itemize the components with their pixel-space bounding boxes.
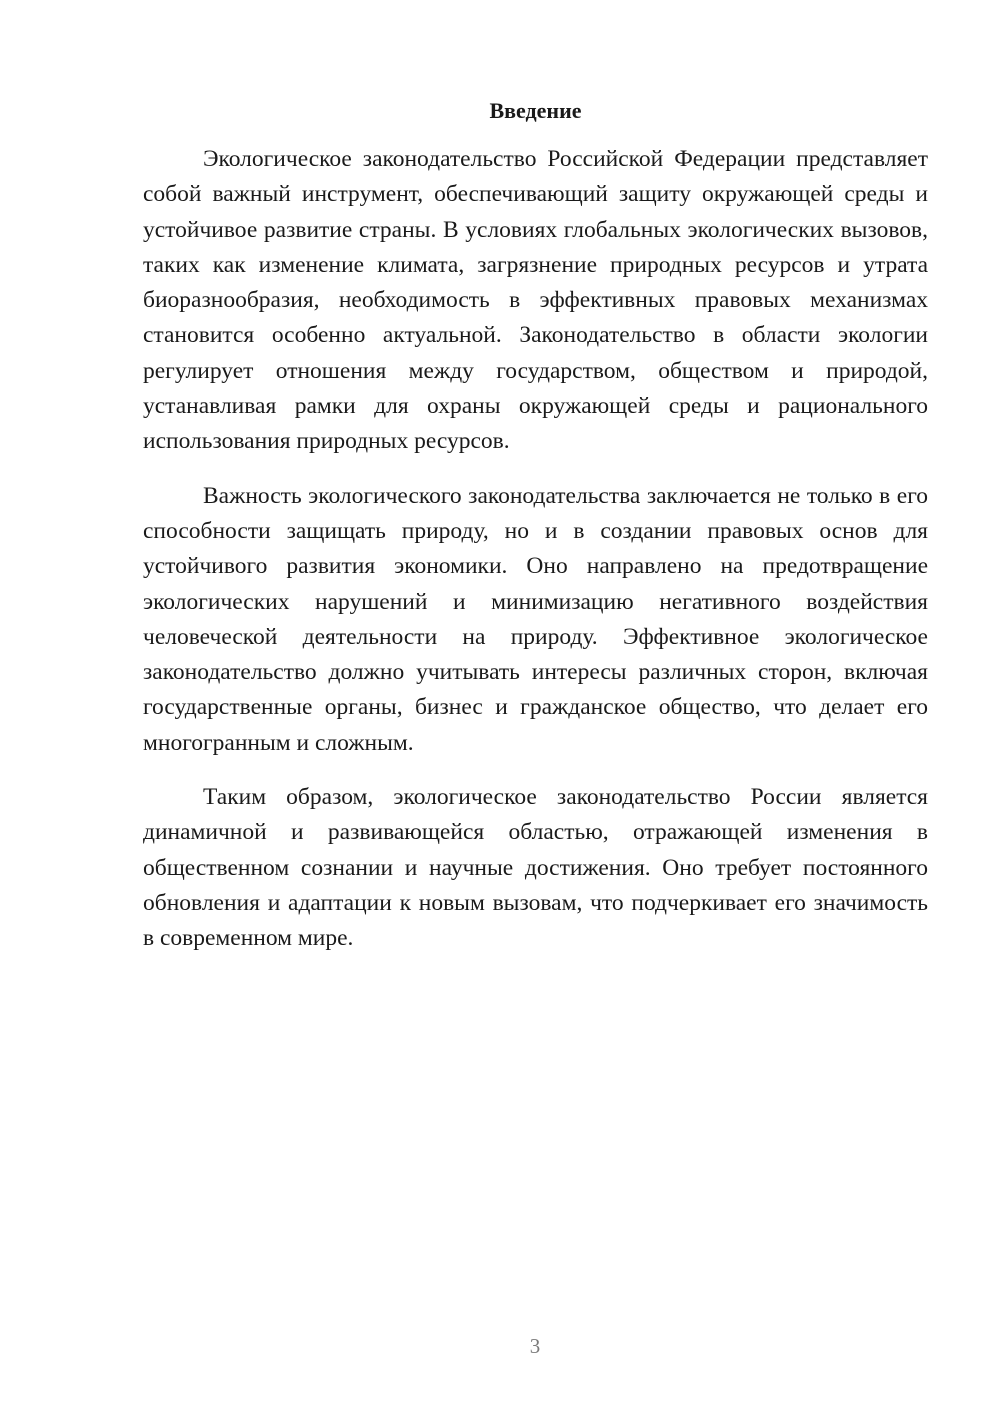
section-title: Введение bbox=[489, 98, 582, 123]
body-text bbox=[143, 142, 928, 957]
paragraph-3: Таким образом, экологическое законодательство России является динамичной и развивающейся областью, отражающей изменения в общественном сознании и научные достижения. Оно требует постоянного обновления и адаптации к новым вызовам, что подчеркивает его значимость в современном мире. bbox=[143, 784, 928, 952]
paragraph-1: Экологическое законодательство Российской Федерации представляет собой важный инструмент, обеспечивающий защиту окружающей среды и устойчивое развитие страны. В условиях глобальных экологических вызовов, таких как изменение климата, загрязнение природных ресурсов и утрата биоразнообразия, необходимость в эффективных правовых механизмах становится особенно актуальной. Законодательство в области экологии регулирует отношения между государством, обществом и природой, устанавливая рамки для охраны окружающей среды и рационального использования природных ресурсов. bbox=[143, 146, 928, 455]
paragraph-2: Важность экологического законодательства заключается не только в его способности защищать природу, но и в создании правовых основ для устойчивого развития экономики. Оно направлено на предотвращение экологических нарушений и минимизацию негативного воздействия человеческой деятельности на природу. Эффективное экологическое законодательство должно учитывать интересы различных сторон, включая государственные органы, бизнес и гражданское общество, что делает его многогранным и сложным. bbox=[143, 482, 928, 756]
page-number: 3 bbox=[529, 1334, 541, 1358]
